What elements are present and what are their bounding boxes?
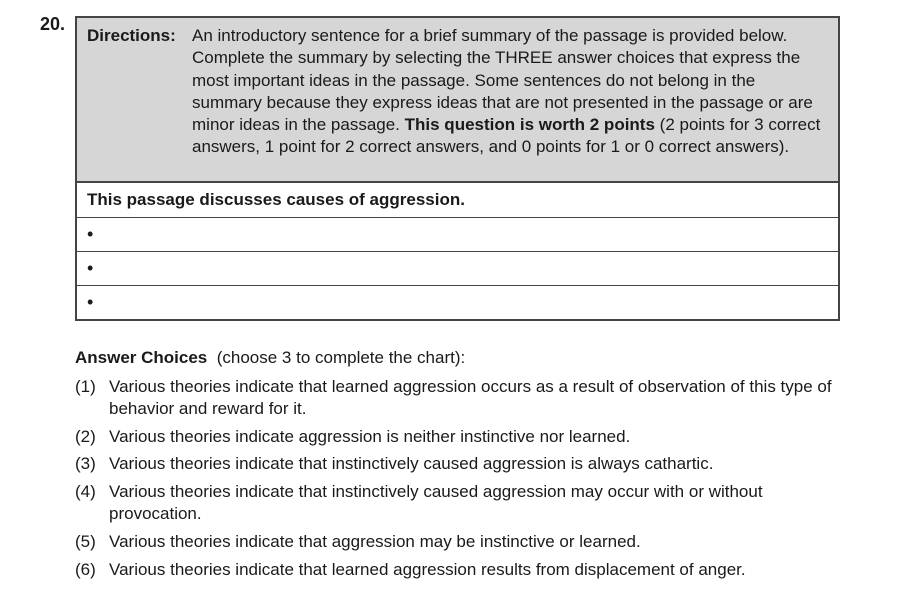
summary-chart xyxy=(75,183,840,321)
summary-slot-1[interactable] xyxy=(77,217,838,251)
question-number: 20. xyxy=(40,14,66,34)
bullet-icon: • xyxy=(87,258,94,278)
answer-choices-instruction: (choose 3 to complete the chart): xyxy=(216,348,466,367)
directions-label: Directions: xyxy=(87,26,176,45)
answer-choice-4[interactable] xyxy=(75,481,835,524)
choice-text: Various theories indicate aggression is neither instinctive nor learned. xyxy=(109,427,631,446)
summary-intro-row xyxy=(77,183,838,217)
answer-choice-2[interactable] xyxy=(75,426,835,448)
answer-choice-6[interactable] xyxy=(75,559,835,581)
choice-text: Various theories indicate that learned aggression occurs as a result of observation of this type of behavior and reward for it. xyxy=(109,377,832,418)
answer-choices-header xyxy=(75,348,465,368)
choice-text: Various theories indicate that instinctively caused aggression is always cathartic. xyxy=(109,454,714,473)
directions-points-bold: This question is worth 2 points xyxy=(404,115,655,135)
directions-text-part1: An introductory sentence for a brief summary of the passage is provided below. Complete the summary by selecting the THREE answer choices that express the most important ideas in the passage. Some sentences do not belong in the summary because they express ideas that are not presented in the passage or are minor ideas in the passage. xyxy=(192,26,813,135)
choice-text: Various theories indicate that learned aggression results from displacement of anger. xyxy=(109,560,746,579)
directions-text-part2: (2 points for 3 correct answers, 1 point for 2 correct answers, and 0 points for 1 or 0 correct answers). xyxy=(192,115,821,157)
choice-number: (4) xyxy=(75,482,96,501)
directions-text xyxy=(192,25,828,181)
answer-choice-3[interactable] xyxy=(75,453,835,475)
directions-box xyxy=(75,16,840,183)
choice-number: (1) xyxy=(75,377,96,396)
summary-slot-3[interactable] xyxy=(77,285,838,319)
choice-number: (2) xyxy=(75,427,96,446)
answer-choices-title: Answer Choices xyxy=(75,348,208,367)
summary-intro-text: This passage discusses causes of aggression. xyxy=(87,190,465,209)
summary-slot-2[interactable] xyxy=(77,251,838,285)
bullet-icon: • xyxy=(87,224,94,244)
answer-choice-5[interactable] xyxy=(75,531,835,553)
choice-text: Various theories indicate that aggression may be instinctive or learned. xyxy=(109,532,641,551)
choice-number: (3) xyxy=(75,454,96,473)
choice-text: Various theories indicate that instinctively caused aggression may occur with or without provocation. xyxy=(109,482,763,523)
answer-choice-1[interactable] xyxy=(75,376,835,419)
bullet-icon: • xyxy=(87,292,94,312)
choice-number: (6) xyxy=(75,560,96,579)
choice-number: (5) xyxy=(75,532,96,551)
